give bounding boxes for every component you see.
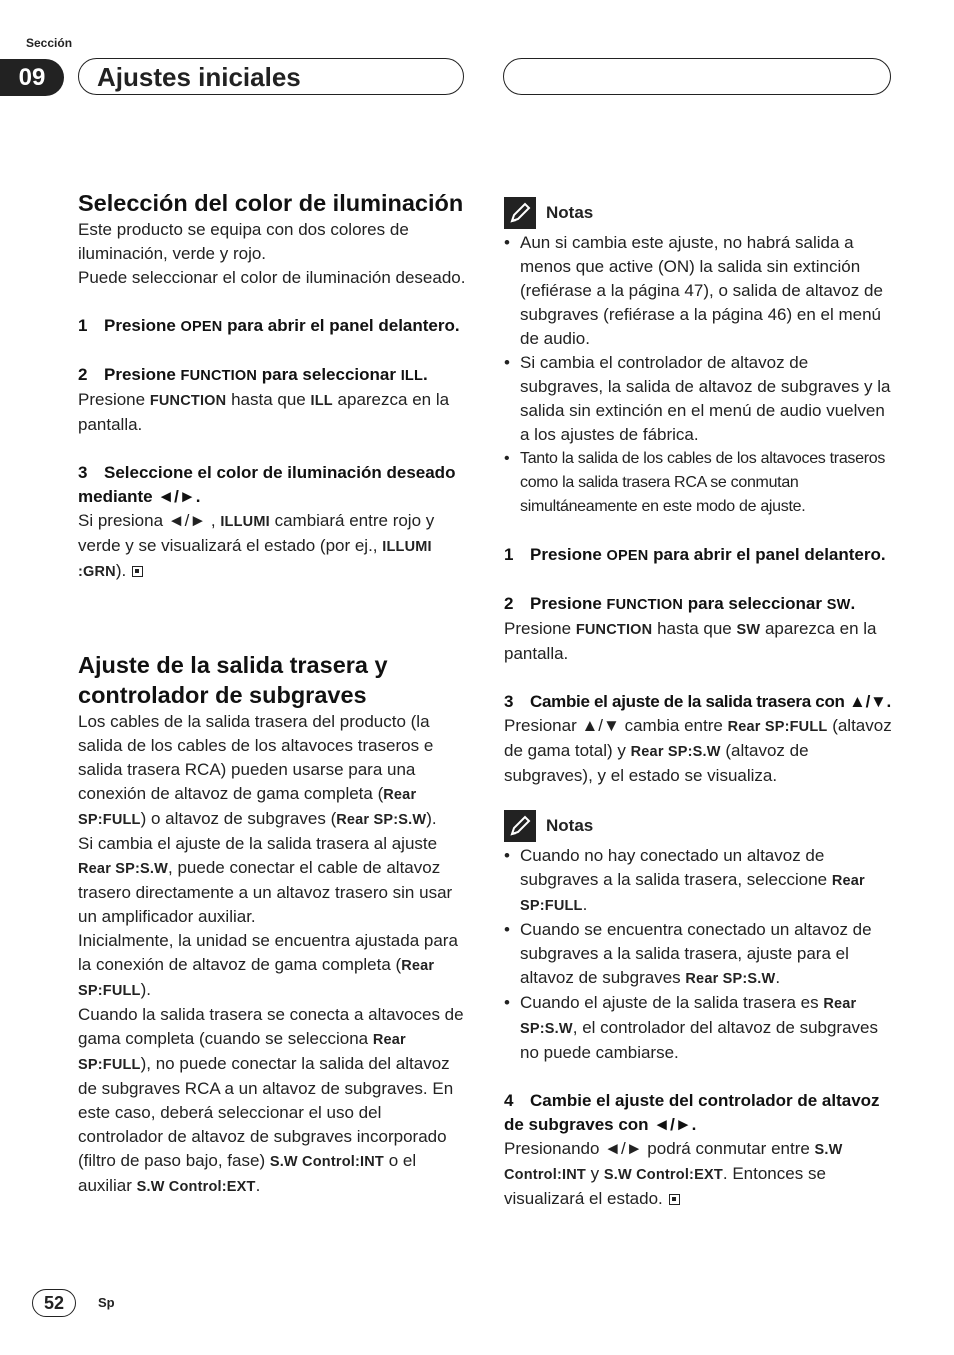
notes-heading-1	[504, 197, 896, 229]
list-item: • Cuando se encuentra conectado un altavoz de subgraves a la salida trasera, ajuste para el altavoz de subgraves Rear SP:S.W.	[504, 918, 896, 991]
step-3-right-body: Presionar ▲/▼ cambia entre Rear SP:FULL (altavoz de gama total) y Rear SP:S.W (altavoz de subgraves), y el estado se visualiza.	[504, 716, 892, 785]
page-language: Sp	[98, 1295, 115, 1310]
list-item: • Cuando no hay conectado un altavoz de subgraves a la salida trasera, seleccione Rear SP:FULL.	[504, 844, 896, 918]
notes-heading-2	[504, 810, 896, 842]
step-2: 2 Presione FUNCTION para seleccionar ILL.	[78, 365, 428, 384]
right-column	[504, 197, 896, 1211]
list-item: • Cuando el ajuste de la salida trasera es Rear SP:S.W, el controlador del altavoz de subgraves no puede cambiarse.	[504, 991, 896, 1065]
rear-para-2: Si cambia el ajuste de la salida trasera al ajuste Rear SP:S.W, puede conectar el cable de altavoz trasero directamente a un altavoz trasero sin usar un amplificador auxiliar.	[78, 834, 453, 926]
heading-rear-output: Ajuste de la salida trasera y controlador de subgraves	[78, 652, 388, 708]
list-item: • Aun si cambia este ajuste, no habrá salida a menos que active (ON) la salida sin extinción (refiérase a la página 47), o salida de altavoz de subgraves (refiérase a la página 46) en el menú de audio.	[504, 231, 896, 351]
list-item: • Tanto la salida de los cables de los altavoces traseros como la salida trasera RCA se conmutan simultáneamente en este modo de ajuste.	[504, 447, 896, 519]
page-number: 52	[32, 1289, 76, 1317]
pencil-icon	[504, 810, 536, 842]
step-1: 1 Presione OPEN para abrir el panel delantero.	[78, 316, 460, 335]
rear-para-1: Los cables de la salida trasera del producto (la salida de los cables de los altavoces traseros e salida trasera RCA) pueden usarse para una conexión de altavoz de gama completa (Rear SP:FULL) o altavoz de subgraves (Rear SP:S.W).	[78, 712, 437, 828]
rear-para-4: Cuando la salida trasera se conecta a altavoces de gama completa (cuando se selecciona Rear SP:FULL), no puede conectar la salida del altavoz de subgraves RCA a un altavoz de subgraves. En este caso, deberá seleccionar el uso del controlador de altavoz de subgraves incorporado (filtro de paso bajo, fase) S.W Control:INT o el auxiliar S.W Control:EXT.	[78, 1005, 464, 1195]
chapter-title-box	[78, 58, 464, 95]
end-mark-icon	[132, 566, 143, 577]
section-label: Sección	[26, 36, 73, 50]
step-2-right-body: Presione FUNCTION hasta que SW aparezca en la pantalla.	[504, 619, 877, 663]
step-4-right: 4 Cambie el ajuste del controlador de altavoz de subgraves con ◄/►.	[504, 1091, 880, 1134]
chapter-title: Ajustes iniciales	[97, 62, 301, 92]
notes-list-1	[504, 231, 896, 519]
step-3: 3 Seleccione el color de iluminación deseado mediante ◄/►.	[78, 463, 456, 506]
section-number: 09	[0, 59, 64, 96]
notes-title-2: Notas	[546, 816, 594, 835]
pencil-icon	[504, 197, 536, 229]
step-4-right-body: Presionando ◄/► podrá conmutar entre S.W Control:INT y S.W Control:EXT. Entonces se visualizará el estado.	[504, 1139, 843, 1208]
notes-title-1: Notas	[546, 203, 594, 222]
step-3-right: 3 Cambie el ajuste de la salida trasera con ▲/▼.	[504, 692, 891, 711]
heading-illumination: Selección del color de iluminación	[78, 190, 464, 216]
step-1-right: 1 Presione OPEN para abrir el panel delantero.	[504, 545, 886, 564]
rear-para-3: Inicialmente, la unidad se encuentra ajustada para la conexión de altavoz de gama completa (Rear SP:FULL).	[78, 931, 458, 999]
notes-list-2	[504, 844, 896, 1065]
left-column	[78, 188, 470, 1199]
step-3-body: Si presiona ◄/► , ILLUMI cambiará entre rojo y verde y se visualizará el estado (por ej., ILLUMI :GRN).	[78, 511, 435, 580]
intro-para-1: Este producto se equipa con dos colores de iluminación, verde y rojo.	[78, 220, 409, 263]
step-2-right: 2 Presione FUNCTION para seleccionar SW.	[504, 594, 856, 613]
end-mark-icon	[669, 1194, 680, 1205]
empty-title-box	[503, 58, 891, 95]
step-2-body: Presione FUNCTION hasta que ILL aparezca en la pantalla.	[78, 390, 450, 434]
intro-para-2: Puede seleccionar el color de iluminación deseado.	[78, 268, 466, 287]
list-item: • Si cambia el controlador de altavoz de subgraves, la salida de altavoz de subgraves y la salida sin extinción en el menú de audio vuelven a los ajustes de fábrica.	[504, 351, 896, 447]
